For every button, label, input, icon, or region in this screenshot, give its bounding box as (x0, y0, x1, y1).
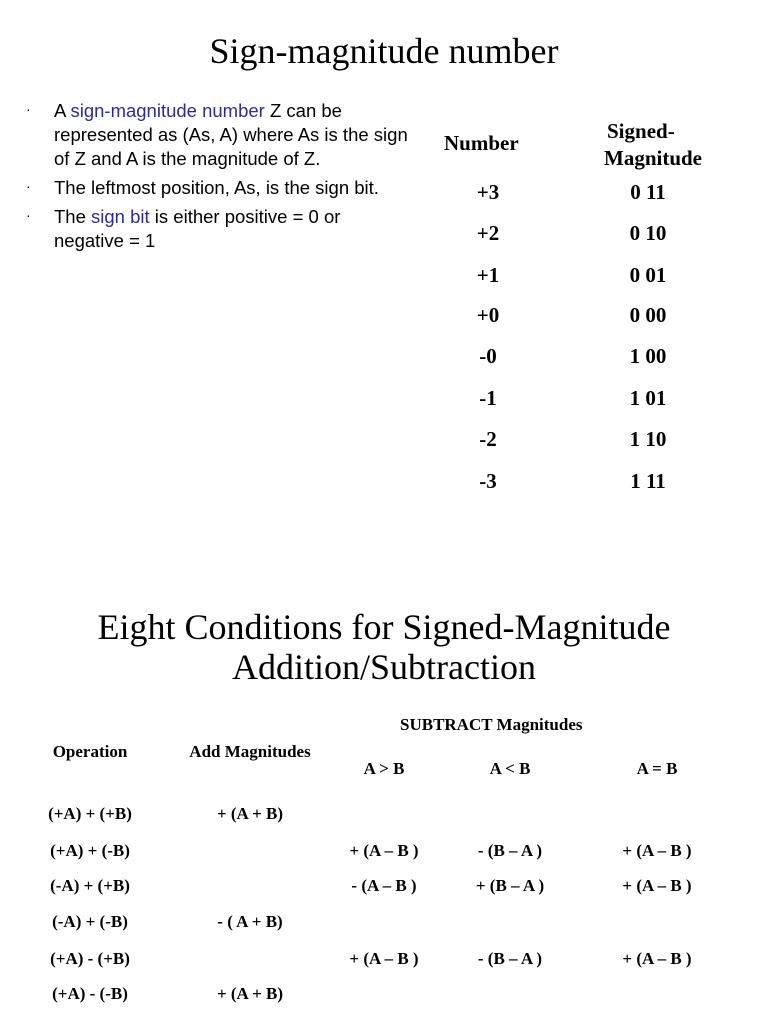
operation-cell: (-A) + (+B) (50, 876, 130, 895)
operation-cell: (+A) + (+B) (48, 804, 132, 823)
header-operation: Operation (52, 742, 128, 761)
header-line: Signed- (607, 119, 675, 143)
lt-cell: - (B – A ) (477, 949, 543, 968)
highlighted-term: sign bit (91, 206, 150, 227)
sm-cell: 0 11 (630, 180, 666, 204)
number-cell: +1 (476, 263, 500, 287)
eq-cell: + (A – B ) (622, 841, 692, 860)
header-subtract: SUBTRACT Magnitudes (400, 715, 583, 734)
header-a-eq-b: A = B (636, 759, 678, 778)
add-cell: + (A + B) (216, 804, 284, 823)
number-cell: +0 (476, 303, 500, 327)
gt-cell: + (A – B ) (349, 841, 419, 860)
bullet-marker: · (26, 101, 31, 117)
bullet-text: The leftmost position, As, is the sign bit. (54, 177, 379, 198)
number-cell: +3 (476, 180, 500, 204)
title-line: Eight Conditions for Signed-Magnitude (97, 607, 671, 647)
bullet-marker: · (26, 178, 31, 194)
lt-cell: - (B – A ) (477, 841, 543, 860)
header-number: Number (444, 131, 519, 155)
bullet-list (22, 99, 412, 258)
header-a-lt-b: A < B (489, 759, 531, 778)
gt-cell: + (A – B ) (349, 949, 419, 968)
operation-cell: (+A) - (+B) (50, 949, 130, 968)
add-cell: + (A + B) (216, 984, 284, 1003)
header-line: Magnitude (604, 146, 703, 170)
bullet-marker: · (26, 207, 31, 223)
sm-cell: 0 01 (629, 263, 667, 287)
number-cell: +2 (476, 221, 500, 245)
bullet-text: A (54, 100, 71, 121)
eq-cell: + (A – B ) (622, 949, 692, 968)
slide-title (0, 607, 768, 687)
number-cell: -2 (479, 427, 497, 451)
bullet-item (22, 99, 412, 171)
lt-cell: + (B – A ) (475, 876, 545, 895)
operation-cell: (+A) + (-B) (50, 841, 130, 860)
title-line: Addition/Subtraction (232, 647, 536, 687)
sm-cell: 1 11 (630, 469, 666, 493)
eq-cell: + (A – B ) (622, 876, 692, 895)
bullet-item (22, 176, 412, 200)
slide-title: Sign-magnitude number (209, 31, 559, 71)
sm-cell: 1 01 (629, 386, 667, 410)
header-add: Add Magnitudes (189, 742, 311, 761)
add-cell: - ( A + B) (217, 912, 283, 931)
bullet-text: Z can be represented as (As, A) where As is the sign of Z and A is the magnitude of Z. (54, 100, 408, 169)
sm-cell: 1 10 (629, 427, 667, 451)
bullet-text: is either positive = 0 or negative = 1 (54, 206, 341, 251)
number-cell: -1 (479, 386, 497, 410)
bullet-item (22, 205, 412, 253)
sm-cell: 1 00 (629, 344, 667, 368)
header-signed-magnitude (604, 118, 702, 172)
gt-cell: - (A – B ) (351, 876, 417, 895)
highlighted-term: sign-magnitude number (70, 100, 265, 121)
operation-cell: (+A) - (-B) (52, 984, 128, 1003)
sm-cell: 0 00 (629, 303, 667, 327)
operation-cell: (-A) + (-B) (52, 912, 128, 931)
number-cell: -3 (479, 469, 497, 493)
header-a-gt-b: A > B (363, 759, 405, 778)
number-cell: -0 (479, 344, 497, 368)
sm-cell: 0 10 (629, 221, 667, 245)
bullet-text: The (54, 206, 92, 227)
